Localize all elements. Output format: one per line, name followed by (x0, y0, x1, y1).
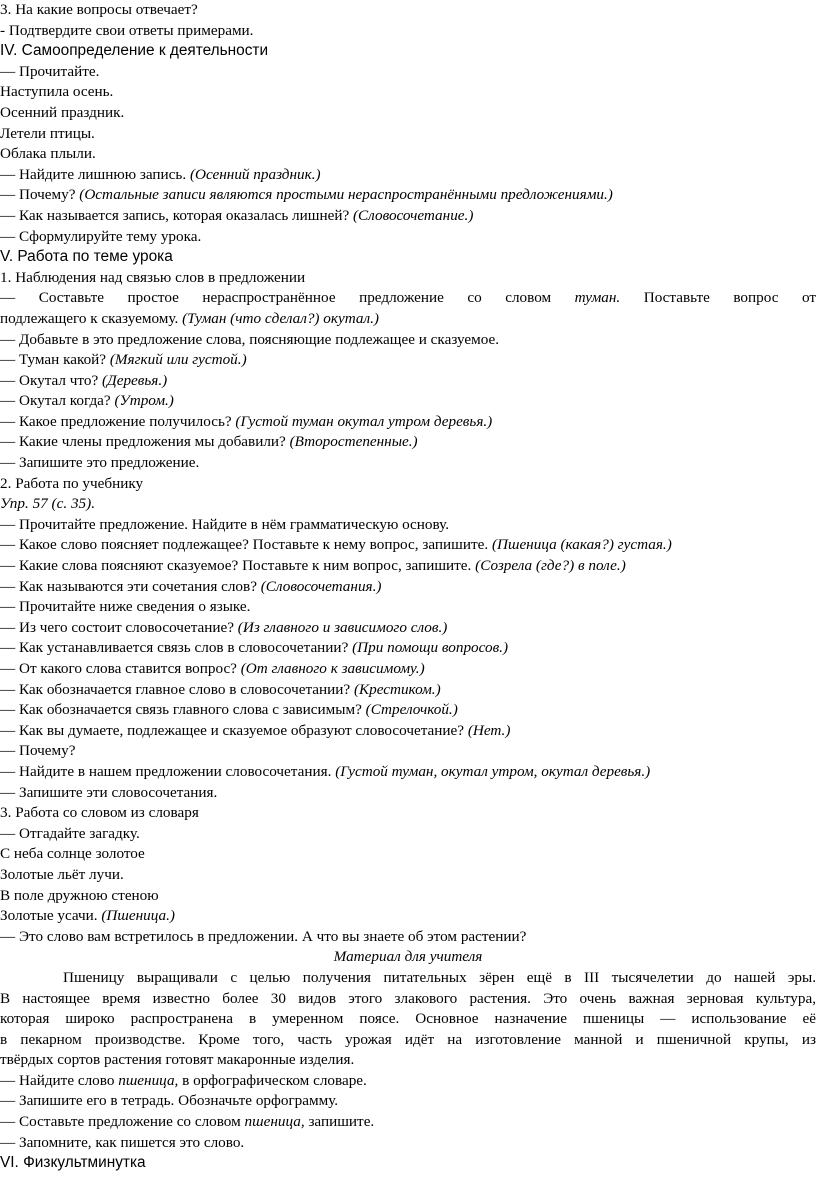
text-run: — Запишите эти словосочетания. (0, 783, 218, 801)
text-line (0, 227, 816, 248)
text-line (0, 62, 816, 83)
italic-text: (Густой туман окутал утром деревья.) (235, 412, 493, 430)
text-line (0, 165, 816, 186)
text-line (0, 124, 816, 145)
italic-text: (Нет.) (467, 721, 511, 739)
text-run: — Как вы думаете, подлежащее и сказуемое образуют словосочетание? (0, 721, 468, 739)
text-run: — Почему? (0, 186, 80, 204)
text-run: — Из чего состоит словосочетание? (0, 618, 238, 636)
text-line (0, 494, 816, 515)
italic-text: (Крестиком.) (353, 680, 441, 698)
text-run: — Туман какой? (0, 351, 110, 369)
text-line (0, 309, 816, 330)
text-run: Пшеницу выращивали с целью получения питательных зёрен ещё в III тысячелетии до нашей эры. (63, 968, 816, 986)
text-line (0, 103, 816, 124)
text-run: — Запишите его в тетрадь. Обозначьте орфограмму. (0, 1092, 339, 1110)
text-line (0, 371, 816, 392)
text-line (0, 1133, 816, 1154)
text-line (0, 700, 816, 721)
text-line (0, 515, 816, 536)
text-run: — Запомните, как пишется это слово. (0, 1133, 245, 1151)
italic-text: (Утром.) (114, 392, 174, 410)
section-heading (0, 41, 816, 62)
paragraph-line (0, 968, 816, 989)
text-line (0, 268, 816, 289)
text-run: - Подтвердите свои ответы примерами. (0, 21, 254, 39)
text-line (0, 638, 816, 659)
text-run: которая широко распространена в умеренном поясе. Основное назначение пшеницы — использование её (0, 1010, 816, 1028)
italic-text: (Стрелочкой.) (365, 701, 458, 719)
text-line (0, 906, 816, 927)
text-run: — Отгадайте загадку. (0, 824, 140, 842)
text-run: — Какое предложение получилось? (0, 412, 236, 430)
text-line (0, 391, 816, 412)
text-run: запишите. (304, 1113, 375, 1131)
text-line (0, 844, 816, 865)
text-run: IV. Самоопределение к деятельности (0, 42, 269, 60)
italic-text: (Из главного и зависимого слов.) (237, 618, 448, 636)
text-run: — Это слово вам встретилось в предложении. А что вы знаете об этом растении? (0, 927, 527, 945)
text-line (0, 741, 816, 762)
text-run: — Найдите лишнюю запись. (0, 165, 190, 183)
text-line (0, 597, 816, 618)
text-line (0, 865, 816, 886)
italic-text: (Второстепенные.) (289, 433, 418, 451)
text-run: — Составьте простое нераспространённое предложение со словом (0, 289, 575, 307)
text-line (0, 762, 816, 783)
text-line (0, 803, 816, 824)
text-run: — Как обозначается связь главного слова с зависимым? (0, 701, 366, 719)
text-line (0, 206, 816, 227)
italic-text: (При помощи вопросов.) (352, 639, 509, 657)
text-line (0, 618, 816, 639)
text-run: 1. Наблюдения над связью слов в предложении (0, 268, 306, 286)
paragraph-line (0, 1009, 816, 1030)
text-run: — Какие слова поясняют сказуемое? Поставьте к ним вопрос, запишите. (0, 557, 476, 575)
text-run: — Какие члены предложения мы добавили? (0, 433, 290, 451)
text-line (0, 577, 816, 598)
text-line (0, 824, 816, 845)
text-run: Золотые льёт лучи. (0, 865, 124, 883)
text-run: — Окутал когда? (0, 392, 115, 410)
italic-text: Материал для учителя (333, 948, 483, 966)
text-run: В настоящее время известно более 30 видов этого злакового растения. Это очень важная зерновая культура, (0, 989, 816, 1007)
text-line (0, 783, 816, 804)
text-line (0, 412, 816, 433)
text-run: — Как называется запись, которая оказалась лишней? (0, 206, 353, 224)
text-line (0, 680, 816, 701)
text-run: 3. На какие вопросы отвечает? (0, 1, 198, 18)
text-line (0, 0, 816, 21)
text-run: В поле дружною стеною (0, 886, 159, 904)
text-run: — Как устанавливается связь слов в словосочетании? (0, 639, 353, 657)
section-heading (0, 1153, 816, 1174)
section-heading (0, 247, 816, 268)
italic-text: Упр. 57 (с. 35). (0, 495, 95, 513)
text-line (0, 474, 816, 495)
italic-text: (Деревья.) (102, 371, 168, 389)
text-run: в орфографическом словаре. (178, 1071, 367, 1089)
italic-text: (Мягкий или густой.) (109, 351, 247, 369)
paragraph-line (0, 288, 816, 309)
paragraph-line (0, 1030, 816, 1051)
italic-text: (Словосочетание.) (352, 206, 474, 224)
text-line (0, 350, 816, 371)
text-line (0, 144, 816, 165)
text-run: Летели птицы. (0, 124, 95, 142)
italic-text: (Созрела (где?) в поле.) (475, 557, 626, 575)
text-run: — Сформулируйте тему урока. (0, 227, 202, 245)
text-run: Золотые усачи. (0, 907, 102, 925)
text-line (0, 453, 816, 474)
italic-text: (Осенний праздник.) (189, 165, 321, 183)
italic-text: (Пшеница (какая?) густая.) (491, 536, 672, 554)
paragraph-line (0, 989, 816, 1010)
text-run: твёрдых сортов растения готовят макаронные изделия. (0, 1051, 355, 1069)
text-run: — Найдите в нашем предложении словосочетания. (0, 762, 336, 780)
text-line (0, 556, 816, 577)
italic-text: (Словосочетания.) (260, 577, 382, 595)
text-line (0, 721, 816, 742)
italic-text: пшеница, (244, 1113, 305, 1131)
text-run: — Окутал что? (0, 371, 102, 389)
text-line (0, 659, 816, 680)
text-line (0, 185, 816, 206)
text-run: Облака плыли. (0, 145, 96, 163)
italic-text: (Густой туман, окутал утром, окутал деревья.) (335, 762, 651, 780)
text-line (0, 1112, 816, 1133)
text-run: — Какое слово поясняет подлежащее? Поставьте к нему вопрос, запишите. (0, 536, 492, 554)
italic-text: (От главного к зависимому.) (240, 660, 425, 677)
italic-text: (Пшеница.) (101, 907, 175, 925)
subsection-caption (0, 947, 816, 968)
text-run: — Прочитайте предложение. Найдите в нём грамматическую основу. (0, 515, 450, 533)
text-run: — Составьте предложение со словом (0, 1113, 245, 1131)
text-run: С неба солнце золотое (0, 845, 145, 863)
text-line (0, 1050, 816, 1071)
text-run: — От какого слова ставится вопрос? (0, 660, 241, 677)
text-run: — Как обозначается главное слово в словосочетании? (0, 680, 354, 698)
text-run: VI. Физкультминутка (0, 1154, 146, 1172)
italic-text: туман. (574, 289, 621, 307)
text-line (0, 1071, 816, 1092)
text-run: V. Работа по теме урока (0, 248, 173, 266)
text-run: — Почему? (0, 742, 76, 760)
text-line (0, 82, 816, 103)
text-run: Осенний праздник. (0, 103, 125, 121)
text-line (0, 1091, 816, 1112)
italic-text: пшеница, (118, 1071, 179, 1089)
italic-text: (Остальные записи являются простыми нераспространёнными предложениями.) (79, 186, 613, 204)
text-run: — Прочитайте ниже сведения о языке. (0, 598, 251, 616)
text-line (0, 21, 816, 42)
text-line (0, 330, 816, 351)
italic-text: (Туман (что сделал?) окутал.) (182, 309, 379, 327)
text-run: в пекарном производстве. Кроме того, часть урожая идёт на изготовление манной и пшеничной крупы, из (0, 1030, 816, 1048)
text-run: Поставьте вопрос от (620, 289, 816, 307)
text-run: Наступила осень. (0, 83, 114, 101)
text-line (0, 535, 816, 556)
text-run: — Прочитайте. (0, 62, 100, 80)
text-run: — Запишите это предложение. (0, 454, 200, 472)
text-run: подлежащего к сказуемому. (0, 309, 183, 327)
text-run: — Как называются эти сочетания слов? (0, 577, 261, 595)
text-run: 2. Работа по учебнику (0, 474, 144, 492)
text-run: 3. Работа со словом из словаря (0, 804, 199, 822)
text-line (0, 886, 816, 907)
text-run: — Добавьте в это предложение слова, поясняющие подлежащее и сказуемое. (0, 330, 500, 348)
text-run: — Найдите слово (0, 1071, 119, 1089)
text-line (0, 927, 816, 948)
text-line (0, 432, 816, 453)
